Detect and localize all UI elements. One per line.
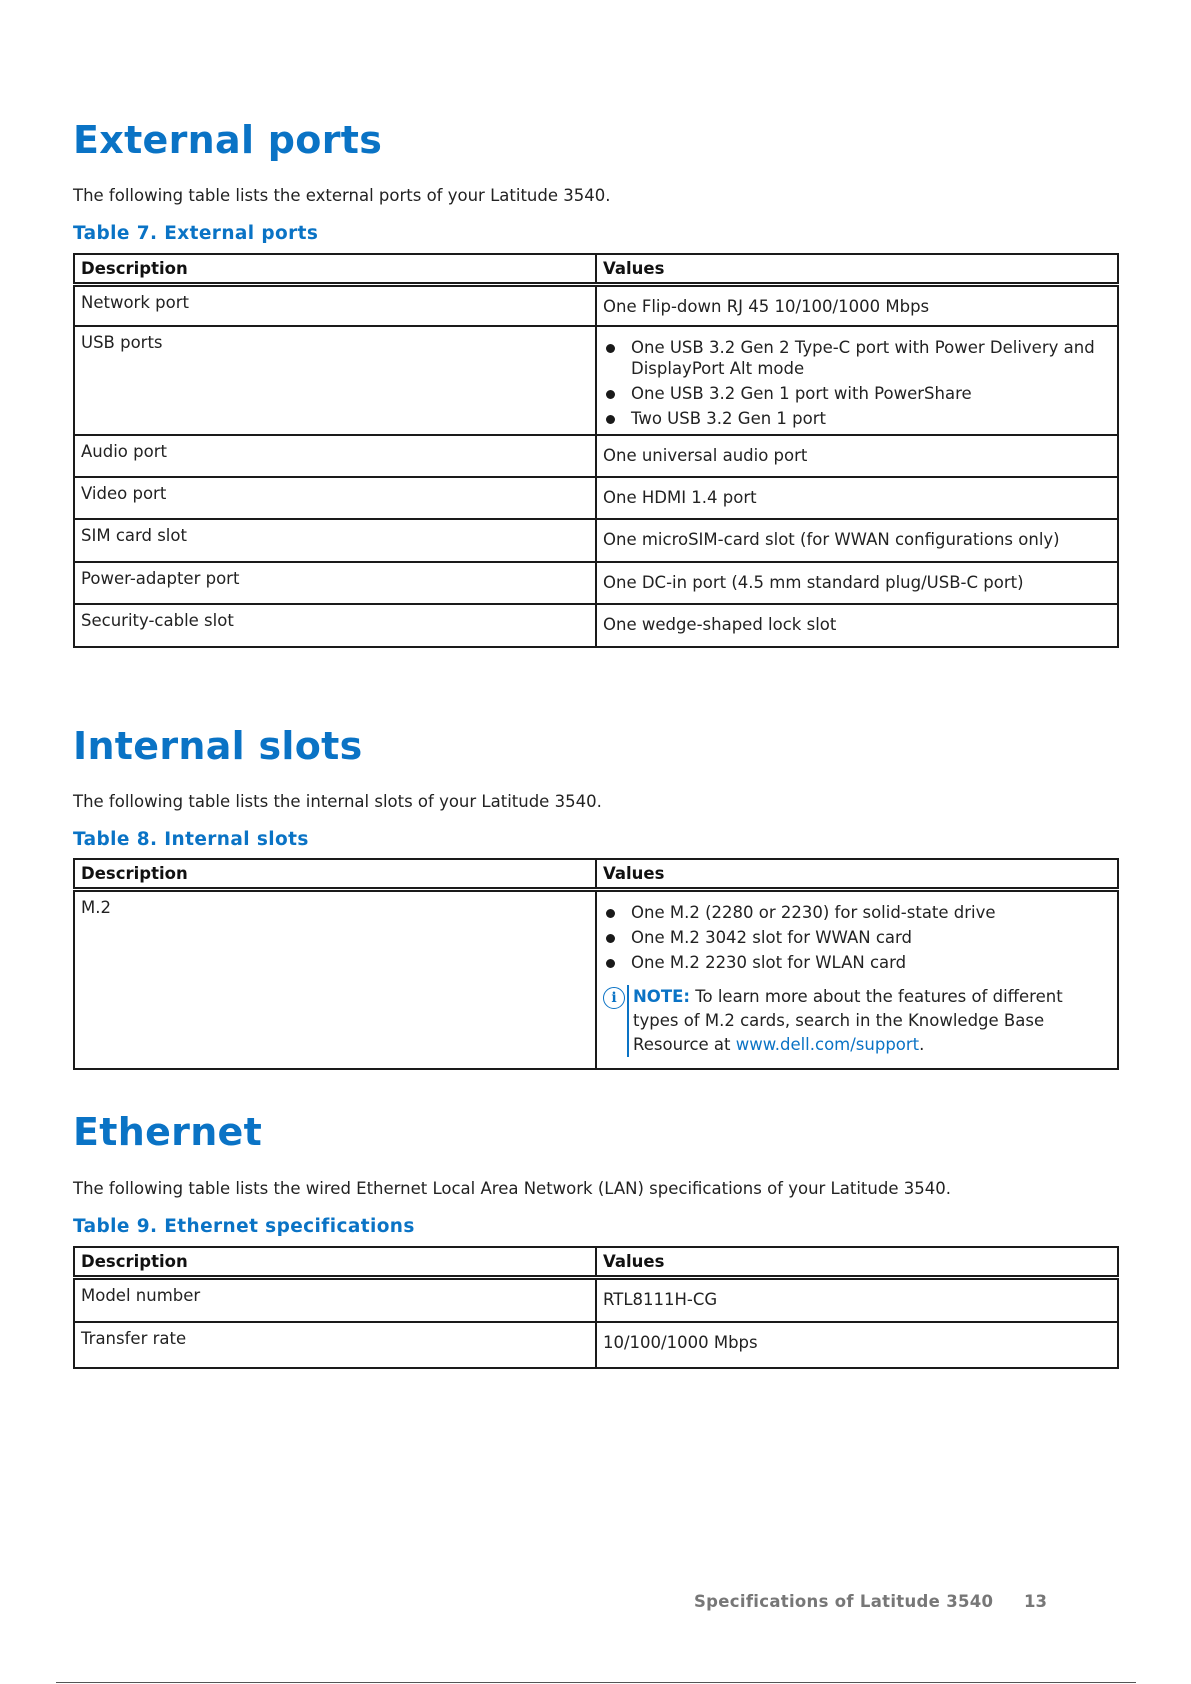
header-description: Description xyxy=(74,859,596,889)
table-row xyxy=(74,284,1118,326)
table-row xyxy=(74,326,1118,435)
table-header-row xyxy=(74,1247,1118,1277)
header-values: Values xyxy=(596,859,1118,889)
external-ports-table xyxy=(73,253,1119,648)
row-description: Security-cable slot xyxy=(74,604,596,647)
row-value: 10/100/1000 Mbps xyxy=(596,1322,1118,1368)
row-description: Network port xyxy=(74,284,596,326)
table-header-row xyxy=(74,254,1118,284)
bullet-list xyxy=(603,902,1111,973)
note-label: NOTE: xyxy=(633,986,690,1006)
list-item: One M.2 3042 slot for WWAN card xyxy=(603,927,1111,948)
section-intro: The following table lists the external ports of your Latitude 3540. xyxy=(73,186,611,205)
row-description: M.2 xyxy=(74,889,596,1069)
row-value: One Flip-down RJ 45 10/100/1000 Mbps xyxy=(596,284,1118,326)
note-body-text: To learn more about the features of different types of M.2 cards, search in the Knowledge Base Resource at xyxy=(633,986,1063,1054)
table-header-row xyxy=(74,859,1118,889)
note-box xyxy=(603,985,1111,1057)
list-item: One M.2 (2280 or 2230) for solid-state drive xyxy=(603,902,1111,923)
section-title-internal-slots: Internal slots xyxy=(73,724,363,768)
footer-title: Specifications of Latitude 3540 xyxy=(694,1592,994,1611)
page-number: 13 xyxy=(1024,1592,1047,1611)
row-description: Model number xyxy=(74,1277,596,1322)
row-value: One microSIM-card slot (for WWAN configurations only) xyxy=(596,519,1118,562)
row-description: USB ports xyxy=(74,326,596,435)
list-item: One USB 3.2 Gen 1 port with PowerShare xyxy=(603,383,1111,404)
section-title-ethernet: Ethernet xyxy=(73,1110,263,1154)
header-values: Values xyxy=(596,254,1118,284)
header-description: Description xyxy=(74,1247,596,1277)
row-value: One wedge-shaped lock slot xyxy=(596,604,1118,647)
section-title-external-ports: External ports xyxy=(73,118,383,162)
header-description: Description xyxy=(74,254,596,284)
table-row xyxy=(74,562,1118,604)
bullet-list xyxy=(603,337,1111,429)
table-row xyxy=(74,435,1118,477)
row-value: One DC-in port (4.5 mm standard plug/USB-C port) xyxy=(596,562,1118,604)
ethernet-table xyxy=(73,1246,1119,1369)
table-row xyxy=(74,889,1118,1069)
list-item: One M.2 2230 slot for WLAN card xyxy=(603,952,1111,973)
section-intro: The following table lists the internal slots of your Latitude 3540. xyxy=(73,792,602,811)
list-item: One USB 3.2 Gen 2 Type-C port with Power Delivery and DisplayPort Alt mode xyxy=(603,337,1111,379)
row-description: Video port xyxy=(74,477,596,519)
row-value: One universal audio port xyxy=(596,435,1118,477)
footer-divider xyxy=(56,1682,1136,1683)
table-row xyxy=(74,1277,1118,1322)
note-end: . xyxy=(919,1034,925,1054)
table-row xyxy=(74,1322,1118,1368)
note-text xyxy=(627,985,1063,1057)
row-value: One HDMI 1.4 port xyxy=(596,477,1118,519)
table-row xyxy=(74,604,1118,647)
row-description: SIM card slot xyxy=(74,519,596,562)
list-item: Two USB 3.2 Gen 1 port xyxy=(603,408,1111,429)
row-description: Transfer rate xyxy=(74,1322,596,1368)
row-value xyxy=(596,326,1118,435)
table-row xyxy=(74,477,1118,519)
internal-slots-table xyxy=(73,858,1119,1070)
row-description: Audio port xyxy=(74,435,596,477)
section-intro: The following table lists the wired Ethernet Local Area Network (LAN) specifications of your Latitude 3540. xyxy=(73,1179,951,1198)
info-icon: i xyxy=(603,987,625,1009)
table-caption: Table 8. Internal slots xyxy=(73,829,309,850)
table-row xyxy=(74,519,1118,562)
row-description: Power-adapter port xyxy=(74,562,596,604)
header-values: Values xyxy=(596,1247,1118,1277)
table-caption: Table 9. Ethernet specifications xyxy=(73,1216,415,1237)
support-link[interactable]: www.dell.com/support xyxy=(735,1034,920,1054)
row-value xyxy=(596,889,1118,1069)
table-caption: Table 7. External ports xyxy=(73,223,319,244)
row-value: RTL8111H-CG xyxy=(596,1277,1118,1322)
